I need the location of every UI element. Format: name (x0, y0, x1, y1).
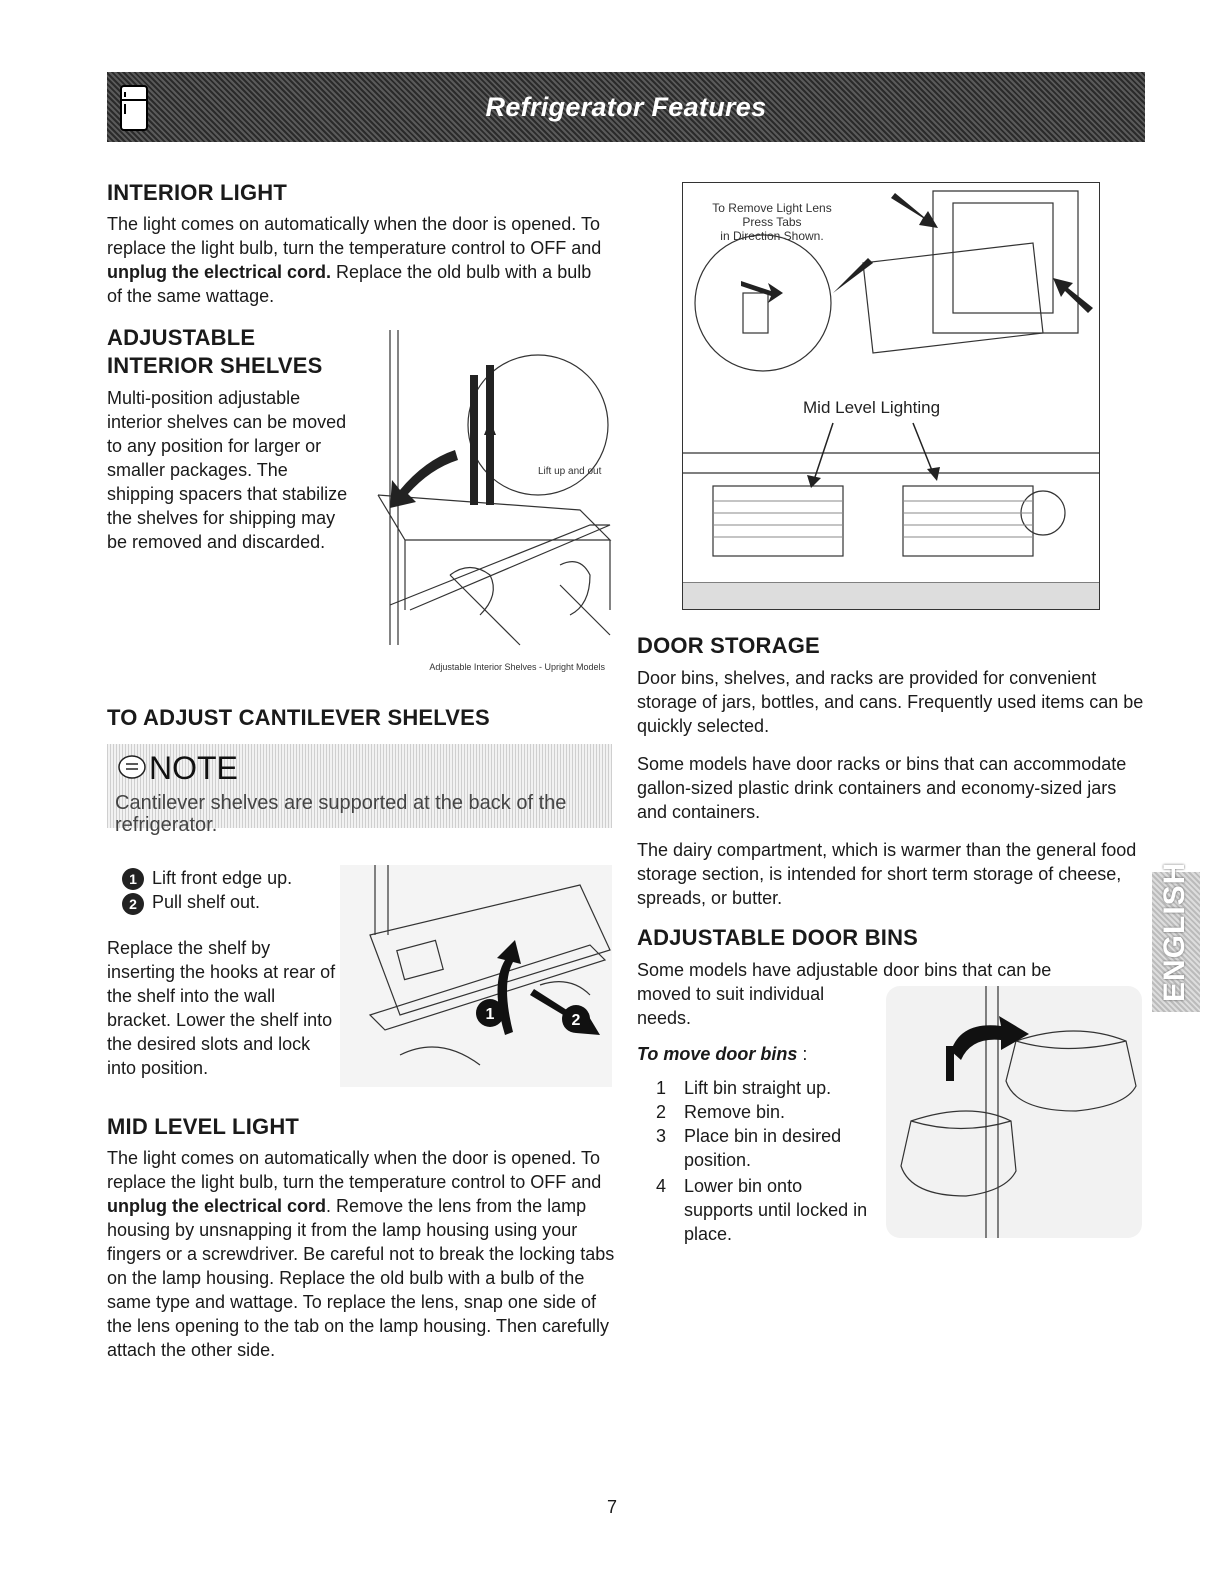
language-tab-label: ENGLISH (1158, 861, 1191, 1002)
adjustable-shelves-heading-2: INTERIOR SHELVES (107, 353, 323, 378)
door-bins-intro-1: Some models have adjustable door bins that can be (637, 960, 1052, 980)
page-title: Refrigerator Features (485, 92, 767, 122)
cantilever-steps (122, 866, 292, 915)
door-storage-para-3: The dairy compartment, which is warmer than the general food storage section, is intended for short term storage of cheese, spreads, or butter. (637, 840, 1137, 908)
cantilever-illustration (340, 865, 612, 1087)
door-storage-para-2: Some models have door racks or bins that can accommodate gallon-sized plastic drink containers and economy-sized jars and containers. (637, 754, 1127, 822)
step-1-text: Lift front edge up. (152, 868, 293, 888)
mid-level-warning: unplug the electrical cord (107, 1196, 327, 1216)
door-bin-step-4-num: 4 (656, 1176, 667, 1196)
door-bins-subheading (637, 1044, 807, 1065)
door-bins-heading: ADJUSTABLE DOOR BINS (637, 925, 919, 950)
light-instruction-2: Press Tabs (742, 215, 802, 229)
figure-step-2: 2 (571, 1012, 581, 1029)
door-bins-subheading-suffix: : (797, 1044, 808, 1064)
interior-light-text-2: Replace the old bulb with a bulb of the same wattage. (107, 262, 592, 306)
lift-up-label (538, 466, 602, 477)
door-bin-step-3 (656, 1124, 871, 1172)
mid-level-lighting-label: Mid Level Lighting (803, 398, 941, 417)
door-bin-step-1-num: 1 (656, 1078, 667, 1098)
door-bin-step-4-text: Lower bin onto supports until locked in place. (684, 1176, 868, 1244)
step-1-badge: 1 (122, 868, 144, 890)
door-bin-step-1 (656, 1076, 871, 1100)
figure-step-1: 1 (485, 1006, 495, 1023)
interior-light-heading: INTERIOR LIGHT (107, 180, 288, 205)
cantilever-step-2 (122, 890, 292, 914)
door-bin-step-2 (656, 1100, 871, 1124)
section-banner (107, 72, 1145, 142)
door-bins-subheading-text: To move door bins (637, 1044, 798, 1064)
door-bin-step-1-text: Lift bin straight up. (684, 1078, 832, 1098)
mid-level-text-1: The light comes on automatically when the door is opened. To replace the light bulb, turn the temperature control to OFF and (107, 1148, 602, 1192)
note-box (107, 744, 612, 836)
interior-light-warning: unplug the electrical cord. (107, 262, 332, 282)
step-2-text: Pull shelf out. (152, 892, 261, 913)
lift-up-label-text: Lift up and out (538, 466, 602, 477)
page-number: 7 (606, 1497, 617, 1517)
mid-level-light-heading: MID LEVEL LIGHT (107, 1114, 300, 1139)
door-bin-step-2-text: Remove bin. (684, 1102, 786, 1122)
language-tab (1152, 861, 1200, 1012)
door-bin-step-2-num: 2 (656, 1102, 667, 1122)
cantilever-step-1 (122, 866, 292, 890)
interior-light-text-1: The light comes on automatically when the door is opened. To replace the light bulb, turn the temperature control to OFF and (107, 214, 602, 258)
light-instruction-3: in Direction Shown. (720, 229, 824, 243)
light-figure (682, 182, 1100, 610)
shelf-illustration (360, 325, 620, 655)
light-diagram (683, 183, 1099, 609)
cantilever-heading: TO ADJUST CANTILEVER SHELVES (107, 705, 490, 730)
note-icon (117, 754, 147, 780)
door-bins-intro-3: needs. (637, 1008, 692, 1028)
door-storage-heading: DOOR STORAGE (637, 633, 820, 658)
door-storage-para-1: Door bins, shelves, and racks are provided for convenient storage of jars, bottles, and cans. Frequently used items can be quickly selected. (637, 668, 1144, 736)
door-bin-step-3-num: 3 (656, 1126, 667, 1146)
mid-level-text-2: . Remove the lens from the lamp housing by unsnapping it from the lamp housing using your fingers or a screwdriver. Be careful not to break the locking tabs on the lamp housing. Replace the old bulb with a bulb of the same type and wattage. To replace the lens, snap one side of the lens opening to the tab on the lamp housing. Then carefully attach the other side. (107, 1196, 615, 1360)
light-instruction-1: To Remove Light Lens (712, 201, 832, 215)
door-bins-intro-2: moved to suit individual (637, 984, 825, 1004)
step-2-badge: 2 (122, 893, 144, 915)
mid-level-light-text (107, 1146, 617, 1362)
interior-light-text (107, 212, 607, 308)
door-bins-illustration (886, 986, 1142, 1238)
shelf-caption: Adjustable Interior Shelves - Upright Models (429, 662, 605, 672)
note-title: NOTE (149, 750, 238, 786)
door-bin-step-4 (656, 1174, 871, 1246)
cantilever-text: Replace the shelf by inserting the hooks at rear of the shelf into the wall bracket. Lower the shelf into the desired slots and lock into position. (107, 938, 336, 1078)
note-text: Cantilever shelves are supported at the back of the refrigerator. (115, 792, 567, 836)
adjustable-shelves-text: Multi-position adjustable interior shelves can be moved to any position for larger or smaller packages. The shipping spacers that stabilize the shelves for shipping may be removed and discarded. (107, 388, 348, 552)
door-bin-step-3-text: Place bin in desired position. (684, 1126, 842, 1170)
adjustable-shelves-heading-1: ADJUSTABLE (107, 325, 256, 350)
